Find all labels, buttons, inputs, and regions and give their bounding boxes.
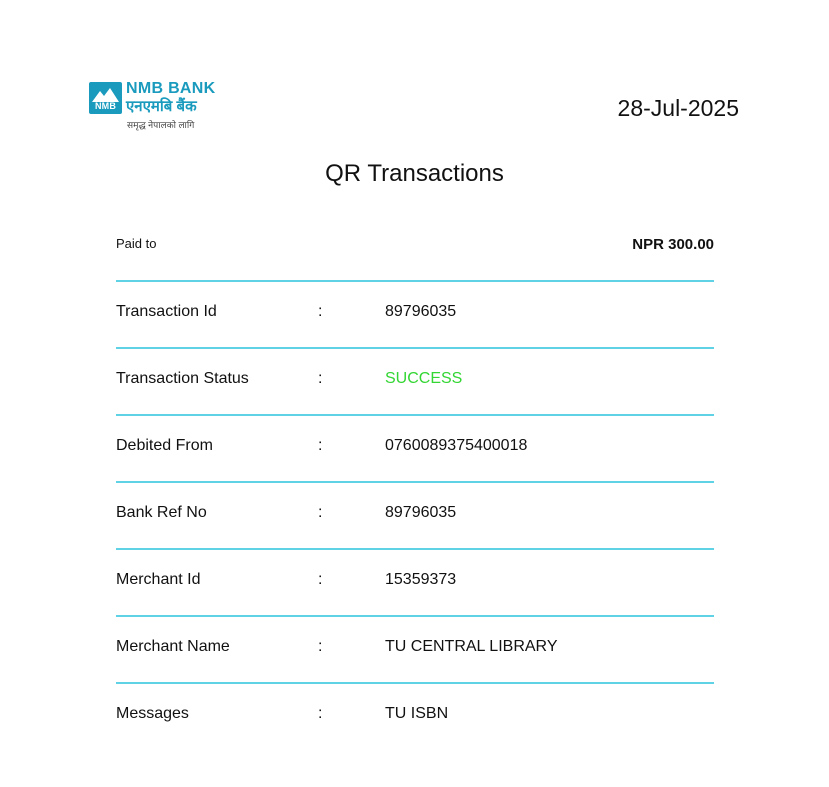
row-label: Messages — [116, 705, 189, 722]
paid-to-label: Paid to — [116, 236, 157, 251]
row-value: 0760089375400018 — [385, 437, 528, 454]
row-label: Bank Ref No — [116, 504, 207, 521]
nmb-logo-icon — [89, 82, 122, 114]
row-value: 89796035 — [385, 504, 457, 521]
receipt-date: 28-Jul-2025 — [617, 95, 739, 121]
row-separator: : — [318, 638, 323, 655]
row-debited-from — [116, 437, 714, 467]
row-transaction-status — [116, 370, 714, 400]
logo-mark-text: NMB — [94, 101, 117, 111]
bank-logo — [89, 80, 219, 134]
paid-to-row — [116, 234, 714, 264]
divider — [116, 481, 714, 483]
row-separator: : — [318, 571, 323, 588]
divider — [116, 682, 714, 684]
status-value: SUCCESS — [385, 370, 463, 387]
row-value: 15359373 — [385, 571, 457, 588]
divider — [116, 280, 714, 282]
row-label: Debited From — [116, 437, 213, 454]
row-messages — [116, 705, 714, 735]
bank-name: NMB BANK — [126, 80, 216, 97]
row-merchant-name — [116, 638, 714, 668]
divider — [116, 548, 714, 550]
paid-amount: NPR 300.00 — [632, 236, 714, 253]
row-separator: : — [318, 303, 323, 320]
row-transaction-id — [116, 303, 714, 333]
divider — [116, 414, 714, 416]
row-label: Merchant Name — [116, 638, 230, 655]
row-separator: : — [318, 705, 323, 722]
row-merchant-id — [116, 571, 714, 601]
row-value: 89796035 — [385, 303, 457, 320]
divider — [116, 347, 714, 349]
row-bank-ref-no — [116, 504, 714, 534]
row-value: TU CENTRAL LIBRARY — [385, 638, 558, 655]
bank-name-nepali: एनएमबि बैंक — [126, 98, 197, 115]
row-separator: : — [318, 504, 323, 521]
row-separator: : — [318, 437, 323, 454]
bank-tagline: समृद्ध नेपालको लागि — [127, 120, 195, 130]
row-value: TU ISBN — [385, 705, 449, 722]
page-title: QR Transactions — [325, 160, 504, 187]
row-label: Merchant Id — [116, 571, 201, 588]
row-separator: : — [318, 370, 323, 387]
row-label: Transaction Id — [116, 303, 217, 320]
row-label: Transaction Status — [116, 370, 249, 387]
divider — [116, 615, 714, 617]
